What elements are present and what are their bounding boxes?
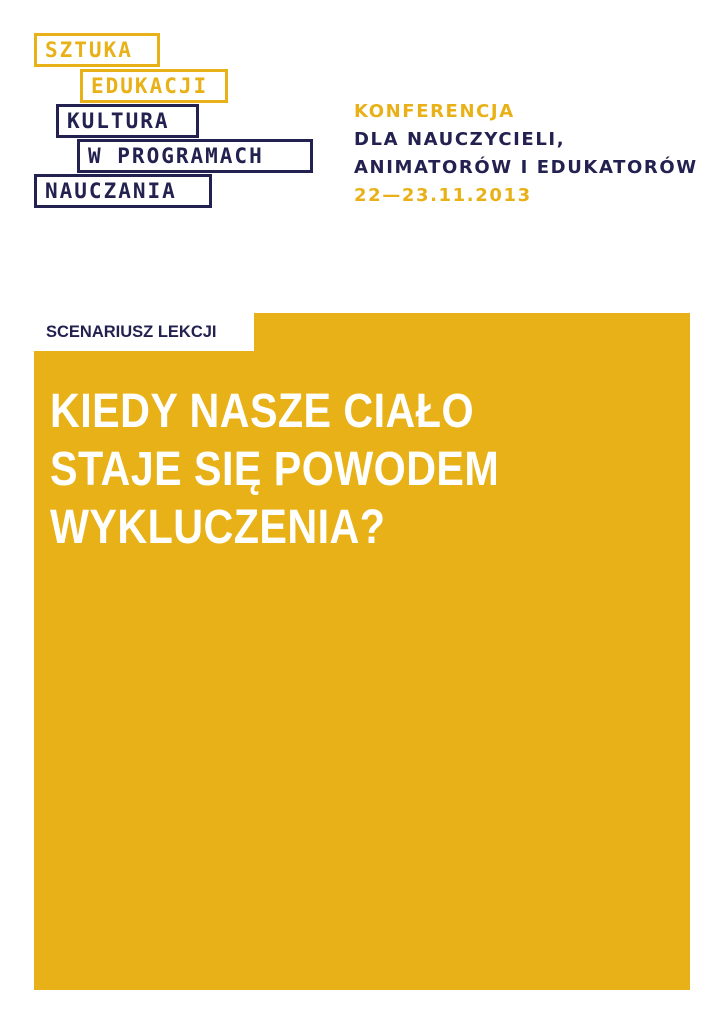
conference-info [354,98,698,210]
logo-line-w-programach: W PROGRAMACH [77,139,313,173]
logo-line-sztuka: SZTUKA [34,33,160,67]
conference-label: KONFERENCJA [354,101,515,122]
logo-line-nauczania: NAUCZANIA [34,174,212,208]
conference-dates: 22—23.11.2013 [354,185,532,206]
logo-line-kultura: KULTURA [56,104,199,138]
conference-audience-line1: DLA NAUCZYCIELI, [354,129,566,150]
document-title [50,383,670,557]
logo-line-edukacji: EDUKACJI [80,69,228,103]
title-line-3: WYKLUCZENIA? [50,501,386,554]
conference-audience-line2: ANIMATORÓW I EDUKATORÓW [354,157,698,178]
title-line-2: STAJE SIĘ POWODEM [50,443,500,496]
title-line-1: KIEDY NASZE CIAŁO [50,385,474,438]
document-tag: SCENARIUSZ LEKCJI [34,313,254,351]
